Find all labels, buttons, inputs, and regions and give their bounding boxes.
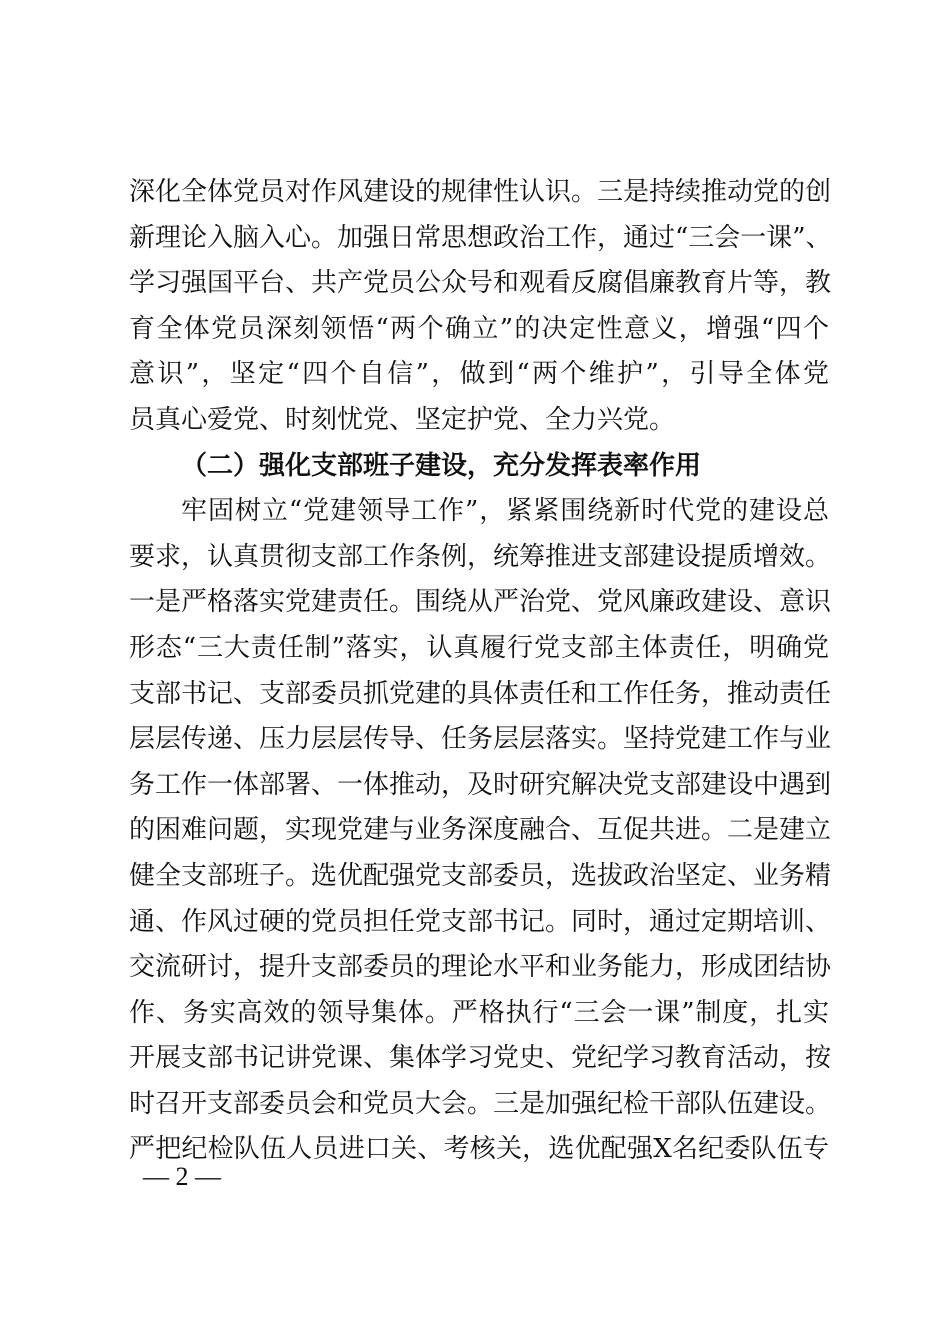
text-line: 严把纪检队伍人员进口关、考核关，选优配强X名纪委队伍专 (129, 1134, 829, 1165)
text-line: 层层传递、压力层层传导、任务层层落实。坚持党建工作与业 (129, 724, 832, 755)
section-heading: （二）强化支部班子建设，充分发挥表率作用 (181, 450, 702, 481)
text-line: 育全体党员深刻领悟“两个确立”的决定性意义，增强“四个 (129, 313, 829, 344)
text-line: 员真心爱党、时刻忧党、坚定护党、全力兴党。 (129, 404, 676, 435)
text-line: 形态“三大责任制”落实，认真履行党支部主体责任，明确党 (129, 632, 829, 663)
text-line: 支部书记、支部委员抓党建的具体责任和工作任务，推动责任 (129, 678, 832, 709)
text-line: 健全支部班子。选优配强党支部委员，选拔政治坚定、业务精 (129, 860, 832, 891)
text-line: 牢固树立“党建领导工作”，紧紧围绕新时代党的建设总 (181, 496, 829, 527)
text-line: 深化全体党员对作风建设的规律性认识。三是持续推动党的创 (129, 177, 832, 207)
text-line: 务工作一体部署、一体推动，及时研究解决党支部建设中遇到 (129, 769, 832, 800)
text-line: 通、作风过硬的党员担任党支部书记。同时，通过定期培训、 (129, 906, 832, 937)
document-body (129, 170, 832, 1173)
text-line: 学习强国平台、共产党员公众号和观看反腐倡廉教育片等，教 (129, 268, 832, 299)
paragraph-continued (129, 170, 832, 444)
text-line: 开展支部书记讲党课、集体学习党史、党纪学习教育活动，按 (129, 1043, 832, 1074)
text-line: 要求，认真贯彻支部工作条例，统筹推进支部建设提质增效。 (129, 541, 832, 572)
text-line: 作、务实高效的领导集体。严格执行“三会一课”制度，扎实 (129, 997, 829, 1028)
page-number: — 2 — (143, 1162, 221, 1191)
text-line: 的困难问题，实现党建与业务深度融合、互促共进。二是建立 (129, 815, 832, 846)
text-line: 交流研讨，提升支部委员的理论水平和业务能力，形成团结协 (129, 952, 832, 983)
text-line: 一是严格落实党建责任。围绕从严治党、党风廉政建设、意识 (129, 587, 832, 618)
text-line: 新理论入脑入心。加强日常思想政治工作，通过“三会一课”、 (129, 222, 832, 253)
text-line: 意识”，坚定“四个自信”，做到“两个维护”，引导全体党 (129, 359, 829, 390)
text-line: 时召开支部委员会和党员大会。三是加强纪检干部队伍建设。 (129, 1088, 832, 1119)
paragraph-main (129, 489, 832, 1173)
